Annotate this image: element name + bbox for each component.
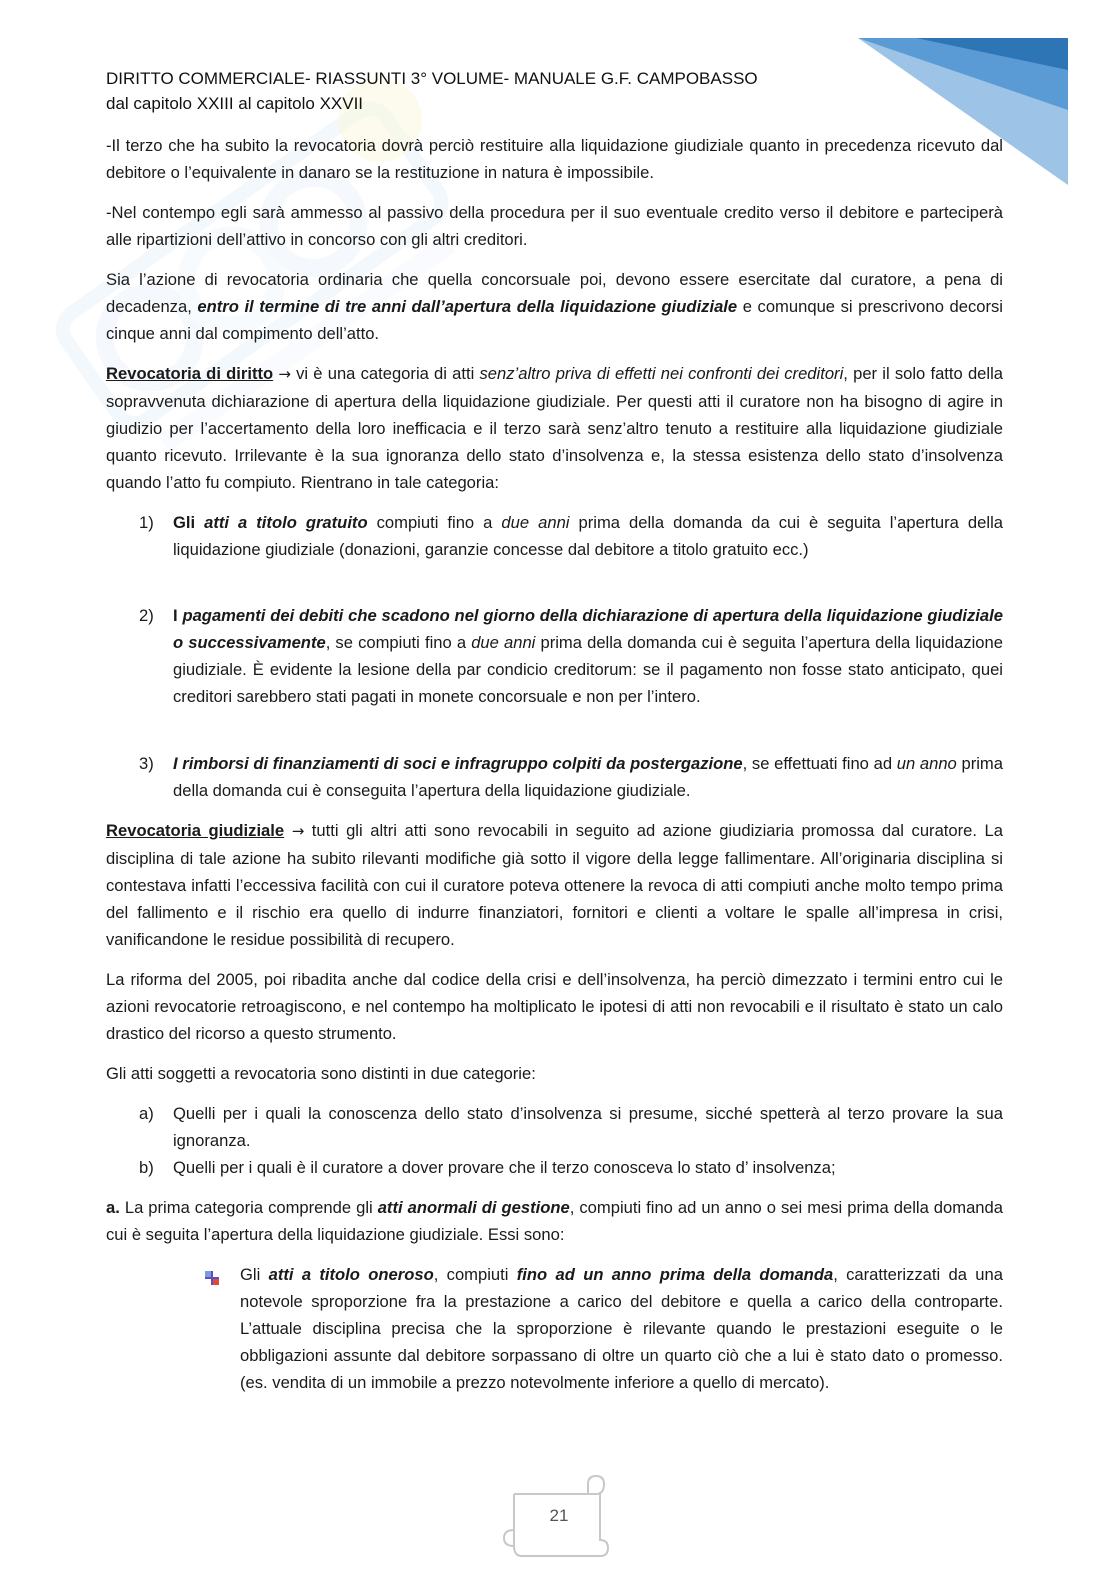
text: e comunque si prescrivono decorsi cinque anni dal compimento dell’atto. xyxy=(106,297,1003,343)
emphasis: atti a titolo gratuito xyxy=(204,513,368,532)
text: , compiuti fino ad un anno o sei mesi prima della domanda cui è seguita l’apertura della liquidazione giudiziale. Essi sono: xyxy=(106,1198,1003,1244)
list-letter: b) xyxy=(139,1158,154,1177)
emphasis: fino ad un anno prima della domanda xyxy=(516,1265,834,1284)
text: La prima categoria comprende gli xyxy=(119,1198,378,1217)
page-number-scroll xyxy=(500,1474,610,1560)
emphasis: I rimborsi di finanziamenti di soci e infragruppo colpiti da postergazione xyxy=(173,754,743,773)
page-number: 21 xyxy=(549,1506,569,1525)
emphasis: due anni xyxy=(471,633,536,652)
list-text: Quelli per i quali la conoscenza dello stato d’insolvenza si presume, sicché spetterà al terzo provare la sua ignoranza. xyxy=(173,1104,1003,1150)
section-title-revocatoria-giudiziale: Revocatoria giudiziale xyxy=(106,821,285,840)
list-item xyxy=(106,1100,1003,1154)
paragraph-revocatoria-giudiziale xyxy=(106,817,1003,953)
bullet-icon xyxy=(204,1261,240,1396)
emphasis: atti anormali di gestione xyxy=(377,1198,570,1217)
emphasis: pagamenti dei debiti che scadono nel giorno della dichiarazione di apertura della liquidazione giudiziale o successivamente xyxy=(173,606,1003,652)
text: compiuti fino a xyxy=(367,513,502,532)
text: , se effettuati fino ad xyxy=(742,754,897,773)
text: Sia l’azione di revocatoria ordinaria che quella concorsuale poi, devono essere esercitate dal curatore, a pena di decadenza, xyxy=(106,270,1003,316)
list-item xyxy=(106,602,1003,710)
text: Gli xyxy=(240,1265,269,1284)
text: , se compiuti fino a xyxy=(325,633,472,652)
text: tutti gli altri atti sono revocabili in seguito ad azione giudiziaria promossa dal curatore. La disciplina di tale azione ha subito rilevanti modifiche già sotto il vigore della legge fallimentare. All’originaria disciplina si contestava infatti l’eccessiva facilità con cui il curatore poteva ottenere la revoca di atti compiuti anche molto tempo prima del fallimento e il rischio era quello di indurre finanziatori, fornitori e clienti a voltare le spalle all’impresa in crisi, vanificandone le residue possibilità di recupero. xyxy=(106,821,1003,949)
list-number: 1) xyxy=(139,513,154,532)
arrow-icon: → xyxy=(291,822,305,840)
list-item xyxy=(106,1154,1003,1181)
paragraph-revocatoria-di-diritto xyxy=(106,360,1003,496)
paragraph-riforma: La riforma del 2005, poi ribadita anche dal codice della crisi e dell’insolvenza, ha perciò dimezzato i termini entro cui le azioni revocatorie retroagiscono, e nel contempo ha moltiplicato le ipotesi di atti non revocabili e il risultato è stato un calo drastico del ricorso a questo strumento. xyxy=(106,970,1003,1043)
text: , compiuti xyxy=(433,1265,517,1284)
text: prima della domanda cui è conseguita l’apertura della liquidazione giudiziale. xyxy=(173,754,1003,800)
list-text xyxy=(173,750,1003,804)
list-item xyxy=(106,509,1003,563)
paragraph-restitution: -Il terzo che ha subito la revocatoria dovrà perciò restituire alla liquidazione giudiziale quanto in precedenza ricevuto dal debitore o l’equivalente in danaro se la restituzione in natura è impossibile. xyxy=(106,136,1003,182)
text: a. xyxy=(106,1198,120,1217)
list-number: 2) xyxy=(139,606,154,625)
list-letter: a) xyxy=(139,1104,154,1123)
emphasis: senz’altro priva di effetti nei confronti dei creditori xyxy=(479,364,844,383)
text: prima della domanda da cui è seguita l’apertura della liquidazione giudiziale (donazioni, garanzie concesse dal debitore a titolo gratuito ecc.) xyxy=(173,513,1003,559)
emphasis: entro il termine di tre anni dall’apertura della liquidazione giudiziale xyxy=(197,297,738,316)
text: vi è una categoria di atti xyxy=(290,364,480,383)
paragraph-categorie: Gli atti soggetti a revocatoria sono distinti in due categorie: xyxy=(106,1064,536,1083)
emphasis: un anno xyxy=(896,754,957,773)
paragraph-deadline xyxy=(106,266,1003,347)
paragraph-admission: -Nel contempo egli sarà ammesso al passivo della procedura per il suo eventuale credito verso il debitore e parteciperà alle ripartizioni dell’attivo in concorso con gli altri creditori. xyxy=(106,203,1003,249)
page-header xyxy=(106,66,758,116)
header-subtitle: dal capitolo XXIII al capitolo XXVII xyxy=(106,94,364,113)
document-body xyxy=(106,132,1003,1396)
list-text xyxy=(173,509,1003,563)
list-number: 3) xyxy=(139,754,154,773)
emphasis: due anni xyxy=(501,513,570,532)
list-text: Quelli per i quali è il curatore a dover provare che il terzo conosceva lo stato d’ insolvenza; xyxy=(173,1158,836,1177)
section-title-revocatoria-di-diritto: Revocatoria di diritto xyxy=(106,364,274,383)
header-title: DIRITTO COMMERCIALE- RIASSUNTI 3° VOLUME- MANUALE G.F. CAMPOBASSO xyxy=(106,69,758,88)
list-text xyxy=(173,602,1003,710)
text: I xyxy=(173,606,183,625)
text: prima della domanda cui è seguita l’apertura della liquidazione giudiziale. È evidente la lesione della par condicio creditorum: se il pagamento non fosse stato anticipato, quei creditori sarebbero stati pagati in monete concorsuale e non per l’intero. xyxy=(173,633,1003,706)
arrow-icon: → xyxy=(278,365,291,383)
text: , per il solo fatto della sopravvenuta dichiarazione di apertura della liquidazione giudiziale. Per questi atti il curatore non ha bisogno di agire in giudizio per l’accertamento della loro inefficacia e il terzo sarà senz’altro tenuto a restituire alla liquidazione giudiziale quanto ricevuto. Irrilevante è la sua ignoranza dello stato d’insolvenza e, la stessa esistenza dello stato d’insolvenza quando l’atto fu compiuto. Rientrano in tale categoria: xyxy=(106,364,1003,492)
emphasis: atti a titolo oneroso xyxy=(268,1265,434,1284)
paragraph-prima-categoria xyxy=(106,1194,1003,1248)
bullet-text xyxy=(240,1261,1003,1396)
list-item xyxy=(106,750,1003,804)
text: Gli xyxy=(173,513,205,532)
text: , caratterizzati da una notevole sproporzione fra la prestazione a carico del debitore e quella a carico della controparte. L’attuale disciplina precisa che la sproporzione è rilevante quando le prestazioni eseguite o le obbligazioni assunte dal debitore sorpassano di oltre un quarto ciò che a lui è stato dato o promesso. (es. vendita di un immobile a prezzo notevolmente inferiore a quello di mercato). xyxy=(240,1265,1003,1392)
bullet-item xyxy=(204,1261,1003,1396)
